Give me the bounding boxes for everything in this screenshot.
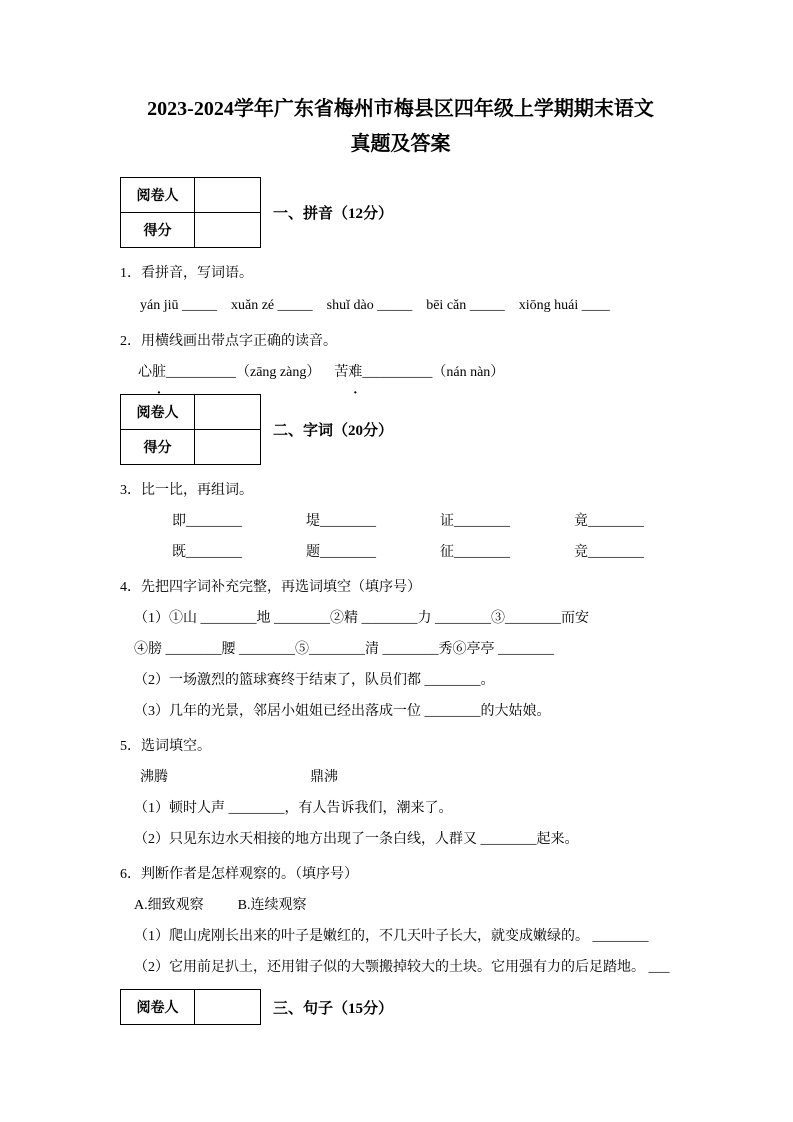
q5-sentence-2: （2）只见东边水天相接的地方出现了一条白线，人群又 ________起来。 — [134, 832, 579, 847]
pinyin-group-4: bēi cǎn _____ — [426, 298, 505, 313]
pinyin-group-3: shuǐ dào _____ — [326, 298, 413, 313]
q5-sentence-1: （1）顿时人声 ________，有人告诉我们，潮来了。 — [134, 801, 453, 816]
score-row — [121, 430, 261, 465]
grader-label: 阅卷人 — [121, 395, 195, 430]
q3-row-1 — [120, 506, 681, 537]
grader-row — [121, 990, 261, 1025]
q3-cell: 竞________ — [574, 545, 644, 560]
q2-dotted-char-2: 难 — [348, 365, 363, 380]
q2-answer-line — [120, 357, 681, 388]
q5-option-word-2: 鼎沸 — [310, 770, 338, 785]
q2-dotted-char: 脏 — [152, 365, 166, 380]
grader-score-table-3 — [120, 989, 261, 1025]
title-line-2: 真题及答案 — [350, 133, 451, 155]
q2-stem: 2．用横线画出带点字正确的读音。 — [120, 334, 337, 349]
section-2-title: 二、字词（20分） — [273, 423, 394, 439]
score-label: 得分 — [121, 430, 195, 465]
q1-stem: 1．看拼音，写词语。 — [120, 266, 253, 281]
q2-blank-part-2: __________（nán nàn） — [362, 365, 505, 380]
q4-fill-line-1: （1）①山 ________地 ________②精 ________力 ________③________而安 — [134, 611, 589, 626]
q3-cell: 即________ — [172, 514, 242, 529]
grader-score-table-2 — [120, 394, 261, 465]
grader-empty-cell — [195, 178, 261, 213]
section-1-header — [120, 177, 681, 248]
section-2-header — [120, 394, 681, 465]
q6-stem: 6．判断作者是怎样观察的。（填序号） — [120, 867, 358, 882]
pinyin-group-5: xiōng huái ____ — [518, 298, 610, 313]
grader-label: 阅卷人 — [121, 178, 195, 213]
pinyin-group-1: yán jiū _____ — [140, 298, 217, 313]
q2-word-part-2: 苦 — [334, 365, 349, 380]
q3-row-2 — [120, 537, 681, 568]
q6-sentence-2: （2）它用前足扒土，还用钳子似的大颚搬掉较大的土块。它用强有力的后足踏地。 ___ — [134, 960, 670, 975]
score-label: 得分 — [121, 213, 195, 248]
score-empty-cell — [195, 430, 261, 465]
q4-stem: 4．先把四字词补充完整，再选词填空（填序号） — [120, 580, 421, 595]
q2-word-part: 心 — [138, 365, 152, 380]
q3-cell: 既________ — [172, 545, 242, 560]
q5-word-options — [120, 762, 681, 793]
page-title — [120, 92, 681, 162]
pinyin-group-2: xuǎn zé _____ — [231, 298, 313, 313]
score-empty-cell — [195, 213, 261, 248]
q3-cell: 题________ — [306, 545, 376, 560]
q6-option-b: B.连续观察 — [237, 898, 307, 913]
q2-blank-part: __________（zāng zàng） — [166, 365, 321, 380]
section-3-title: 三、句子（15分） — [273, 1000, 394, 1017]
title-line-1: 2023-2024学年广东省梅州市梅县区四年级上学期期末语文 — [147, 98, 654, 120]
grader-empty-cell — [195, 395, 261, 430]
section-1-title: 一、拼音（12分） — [273, 206, 394, 222]
q5-option-word-1: 沸腾 — [140, 770, 168, 785]
q4-fill-line-2: ④膀 ________腰 ________⑤________清 ________秀⑥亭亭 ________ — [134, 642, 554, 657]
grader-row — [121, 395, 261, 430]
grader-score-table-1 — [120, 177, 261, 248]
q3-cell: 竟________ — [574, 514, 644, 529]
q3-cell: 征________ — [440, 545, 510, 560]
grader-row — [121, 178, 261, 213]
q3-cell: 堤________ — [306, 514, 376, 529]
q6-sentence-1: （1）爬山虎刚长出来的叶子是嫩红的，不几天叶子长大，就变成嫩绿的。 ________ — [134, 929, 649, 944]
section-3-header — [120, 989, 681, 1025]
score-row — [121, 213, 261, 248]
grader-label: 阅卷人 — [121, 990, 195, 1025]
q4-sentence-1: （2）一场激烈的篮球赛终于结束了，队员们都 ________。 — [134, 673, 495, 688]
q6-option-a: A.细致观察 — [134, 898, 204, 913]
q3-stem: 3．比一比，再组词。 — [120, 483, 253, 498]
grader-empty-cell — [195, 990, 261, 1025]
q4-sentence-2: （3）几年的光景，邻居小姐姐已经出落成一位 ________的大姑娘。 — [134, 704, 551, 719]
q5-stem: 5．选词填空。 — [120, 739, 211, 754]
q6-options — [120, 890, 681, 921]
q3-cell: 证________ — [440, 514, 510, 529]
q1-pinyin-line — [120, 289, 681, 322]
